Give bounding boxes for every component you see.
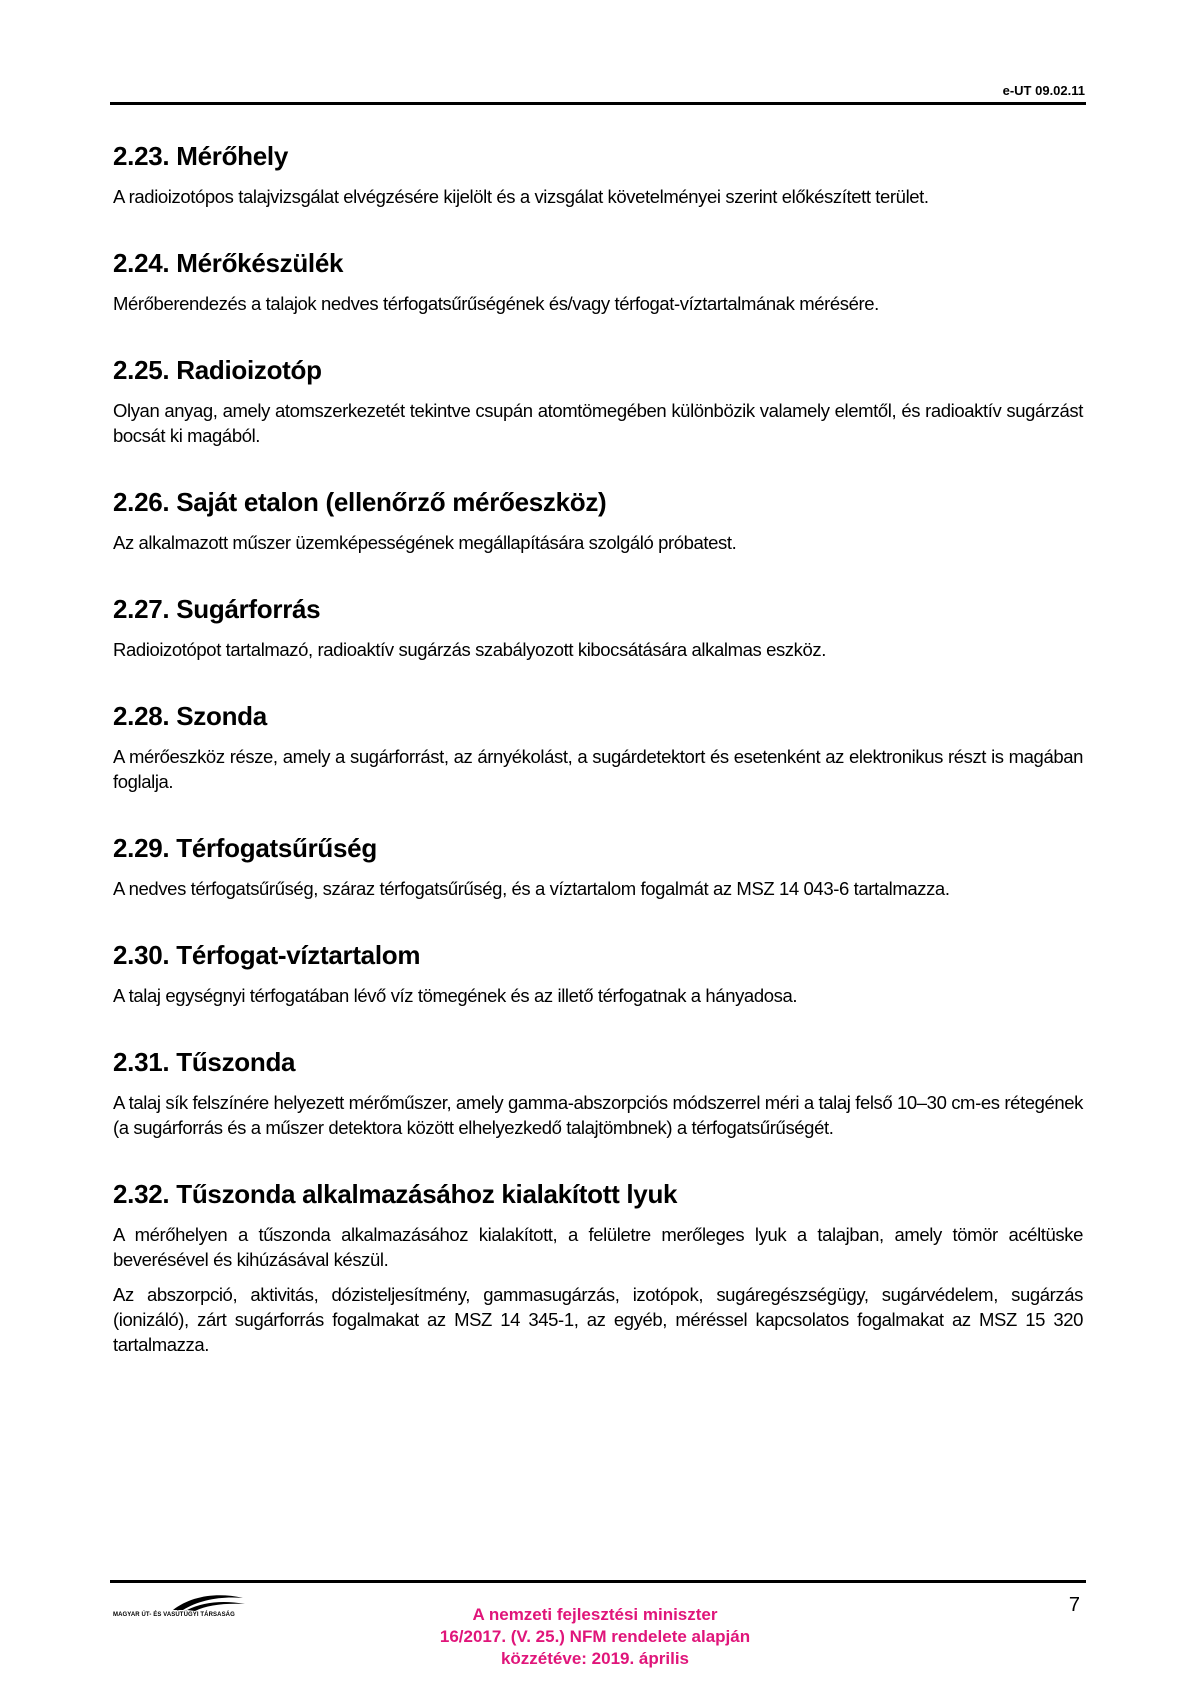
section-title: 2.27. Sugárforrás <box>113 594 321 624</box>
society-logo <box>113 1590 263 1624</box>
section-2-24 <box>113 247 1083 316</box>
section-title: 2.29. Térfogatsűrűség <box>113 833 377 863</box>
section-paragraph: Radioizotópot tartalmazó, radioaktív sugárzás szabályozott kibocsátására alkalmas eszköz. <box>113 639 826 660</box>
section-paragraph: A nedves térfogatsűrűség, száraz térfogatsűrűség, és a víztartalom fogalmát az MSZ 14 043-6 tartalmazza. <box>113 878 950 899</box>
header-rule <box>110 102 1086 105</box>
section-paragraph: A talaj sík felszínére helyezett mérőműszer, amely gamma-abszorpciós módszerrel méri a talaj felső 10–30 cm-es rétegének (a sugárforrás és a műszer detektora között elhelyezkedő talajtömbnek) a térfogatsűrűségét. <box>113 1092 1083 1138</box>
section-paragraph: Az alkalmazott műszer üzemképességének megállapítására szolgáló próbatest. <box>113 532 737 553</box>
publication-note-line: A nemzeti fejlesztési miniszter <box>472 1605 718 1624</box>
section-title: 2.24. Mérőkészülék <box>113 248 344 278</box>
section-paragraph: Az abszorpció, aktivitás, dózisteljesítmény, gammasugárzás, izotópok, sugáregészségügy, sugárvédelem, sugárzás (ionizáló), zárt sugárforrás fogalmakat az MSZ 14 345-1, az egyéb, méréssel kapcsolatos fogalmakat az MSZ 15 320 tartalmazza. <box>113 1284 1083 1355</box>
section-title: 2.32. Tűszonda alkalmazásához kialakított lyuk <box>113 1179 678 1209</box>
section-2-30 <box>113 939 1083 1008</box>
section-2-27 <box>113 593 1083 662</box>
publication-note-line: 16/2017. (V. 25.) NFM rendelete alapján <box>439 1627 751 1646</box>
section-title: 2.28. Szonda <box>113 701 267 731</box>
section-2-28 <box>113 700 1083 794</box>
section-paragraph: A talaj egységnyi térfogatában lévő víz tömegének és az illető térfogatnak a hányadosa. <box>113 985 798 1006</box>
section-title: 2.30. Térfogat-víztartalom <box>113 940 421 970</box>
publication-note <box>345 1604 845 1670</box>
section-2-23 <box>113 140 1083 209</box>
document-code: e-UT 09.02.11 <box>1002 83 1085 98</box>
section-paragraph: A radioizotópos talajvizsgálat elvégzésére kijelölt és a vizsgálat követelményei szerint előkészített terület. <box>113 186 929 207</box>
section-paragraph: A mérőhelyen a tűszonda alkalmazásához kialakított, a felületre merőleges lyuk a talajban, amely tömör acéltüske beverésével és kihúzásával készül. <box>113 1224 1083 1270</box>
footer-rule <box>110 1580 1086 1583</box>
document-content <box>113 140 1083 1395</box>
road-swoosh-icon <box>113 1590 263 1614</box>
page-number: 7 <box>1068 1594 1080 1616</box>
section-2-25 <box>113 354 1083 448</box>
section-paragraph: A mérőeszköz része, amely a sugárforrást, az árnyékolást, a sugárdetektort és esetenként az elektronikus részt is magában foglalja. <box>113 746 1083 792</box>
section-paragraph: Olyan anyag, amely atomszerkezetét tekintve csupán atomtömegében különbözik valamely elemtől, és radioaktív sugárzást bocsát ki magából. <box>113 400 1083 446</box>
section-title: 2.23. Mérőhely <box>113 141 288 171</box>
section-title: 2.25. Radioizotóp <box>113 355 322 385</box>
section-paragraph: Mérőberendezés a talajok nedves térfogatsűrűségének és/vagy térfogat-víztartalmának mérésére. <box>113 293 879 314</box>
section-2-32 <box>113 1178 1083 1357</box>
logo-text: MAGYAR ÚT- ÉS VASÚTÜGYI TÁRSASÁG <box>113 1612 235 1618</box>
section-title: 2.26. Saját etalon (ellenőrző mérőeszköz) <box>113 487 607 517</box>
publication-note-line: közzétéve: 2019. április <box>500 1649 690 1668</box>
section-2-31 <box>113 1046 1083 1140</box>
section-2-26 <box>113 486 1083 555</box>
section-2-29 <box>113 832 1083 901</box>
section-title: 2.31. Tűszonda <box>113 1047 296 1077</box>
